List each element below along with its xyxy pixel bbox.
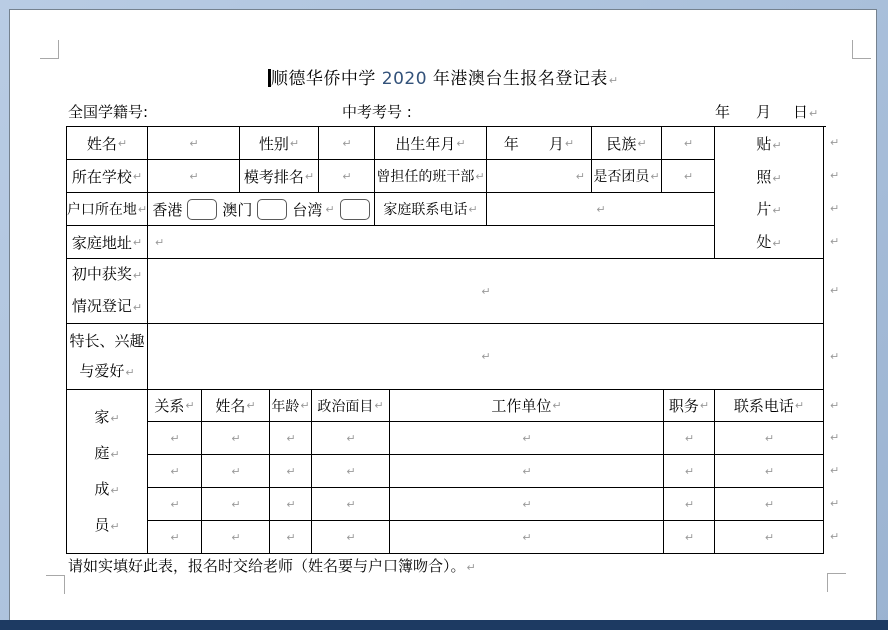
row-end-mark: ↵ [830,350,840,363]
class-cadre-input-cell[interactable] [487,160,592,193]
date-day-label: 日 [793,103,809,121]
cell-mark: ↵ [286,464,296,478]
form-title-part2: 年港澳台生报名登记表 [427,69,608,89]
cell-mark: ↵ [684,530,695,544]
name-label: 姓名 ↵ [67,127,148,160]
cell-mark: ↵ [481,284,491,298]
hobby-label-line2: 与爱好↵ [79,361,135,380]
family-relation-cell[interactable] [148,422,202,455]
family-politics-cell[interactable] [312,521,390,554]
cell-mark: ↵ [231,497,241,511]
birth-year-label: 年 [503,134,519,153]
macau-label: 澳门 [222,200,253,219]
crop-mark-top-left [40,40,59,59]
hobby-input-area[interactable] [148,324,824,390]
photo-char-3: 片↵ [756,200,782,219]
cell-mark: ↵ [286,530,296,544]
row-end-mark: ↵ [830,235,840,248]
school-input-cell[interactable] [148,160,240,193]
row-end-mark: ↵ [830,399,840,412]
family-age-cell[interactable] [270,422,312,455]
meta-line [10,101,876,119]
league-label: 是否团员 ↵ [592,160,662,193]
family-workplace-cell[interactable] [390,488,664,521]
photo-area [715,127,824,259]
league-input-cell[interactable] [662,160,715,193]
family-members-label [67,390,148,554]
cell-mark: ↵ [170,530,180,544]
cell-mark: ↵ [522,464,532,478]
cell-mark: ↵ [289,136,300,150]
national-id-label: 全国学籍号: [68,103,149,121]
form-title [10,64,876,89]
cell-mark: ↵ [374,399,384,412]
taiwan-label: 台湾 [292,200,323,219]
family-age-cell[interactable] [270,455,312,488]
birth-month-label: 月 [548,134,564,153]
family-header-age: 年龄 ↵ [270,390,312,422]
cell-mark: ↵ [346,431,356,445]
family-phone-cell[interactable] [715,521,824,554]
cell-mark: ↵ [637,136,647,150]
cell-mark: ↵ [231,464,241,478]
cell-mark: ↵ [764,530,775,544]
cell-mark: ↵ [246,399,256,412]
awards-label-line2: 情况登记↵ [71,297,143,315]
family-header-workplace: 工作单位 ↵ [390,390,664,422]
family-header-name: 姓名 ↵ [202,390,270,422]
hobby-label [67,324,148,390]
registration-table [66,126,826,554]
cell-mark: ↵ [170,431,180,445]
cell-mark: ↵ [683,169,694,183]
table-middle-section [66,259,826,390]
ethnicity-input-cell[interactable] [662,127,715,160]
cell-mark: ↵ [575,169,585,183]
family-relation-cell[interactable] [148,488,202,521]
cell-mark: ↵ [522,530,532,544]
row-end-mark: ↵ [830,202,840,215]
cell-mark: ↵ [231,431,241,445]
awards-label [67,259,148,324]
family-politics-cell[interactable] [312,488,390,521]
cell-mark: ↵ [132,169,143,183]
family-age-cell[interactable] [270,488,312,521]
family-phone-input-cell[interactable] [487,193,715,226]
family-politics-cell[interactable] [312,455,390,488]
mock-rank-input-cell[interactable] [319,160,375,193]
cell-mark: ↵ [522,497,532,511]
form-title-part1: 顺德华侨中学 [270,69,382,89]
family-header-relation: 关系 ↵ [148,390,202,422]
family-char-3: 成↵ [94,479,120,498]
cell-mark: ↵ [596,202,606,216]
cell-mark: ↵ [522,431,532,445]
family-phone-cell[interactable] [715,455,824,488]
ethnicity-label: 民族 ↵ [592,127,662,160]
family-name-cell[interactable] [202,422,270,455]
cell-mark: ↵ [155,235,165,249]
cell-mark: ↵ [764,497,775,511]
paragraph-mark: ↵ [608,74,619,87]
photo-char-2: 照↵ [756,167,782,186]
date-month-label: 月 [756,103,772,121]
family-header-position: 职务 ↵ [664,390,715,422]
school-label: 所在学校 ↵ [67,160,148,193]
paragraph-mark: ↵ [466,561,476,574]
cell-mark: ↵ [456,136,466,150]
window-bottom-bar [0,620,888,630]
residence-options-cell [148,193,375,226]
cell-mark: ↵ [699,399,710,412]
address-label: 家庭地址 ↵ [67,226,148,259]
checkbox-hongkong[interactable] [187,199,217,220]
name-input-cell[interactable] [148,127,240,160]
checkbox-macau[interactable] [257,199,287,220]
class-cadre-label: 曾担任的班干部 ↵ [375,160,487,193]
cell-mark: ↵ [468,202,478,216]
date-year-label: 年 [715,103,731,121]
cell-mark: ↵ [170,497,180,511]
family-name-cell[interactable] [202,455,270,488]
birth-label: 出生年月 ↵ [375,127,487,160]
family-members-section [66,390,826,554]
cell-mark: ↵ [346,464,356,478]
paragraph-mark: ↵ [809,107,819,120]
cell-mark: ↵ [185,399,195,412]
cell-mark: ↵ [300,399,310,412]
birth-year-month-cell[interactable] [487,127,592,160]
family-position-cell[interactable] [664,488,715,521]
family-workplace-cell[interactable] [390,422,664,455]
cell-mark: ↵ [764,431,775,445]
cell-mark: ↵ [170,464,180,478]
gender-label: 性别 ↵ [240,127,319,160]
cell-mark: ↵ [650,169,660,183]
note-text: 请如实填好此表，报名时交给老师（姓名要与户口簿吻合）。↵ [68,557,476,575]
row-end-mark: ↵ [830,464,840,477]
cell-mark: ↵ [286,431,296,445]
cell-mark: ↵ [132,235,143,249]
family-relation-cell[interactable] [148,521,202,554]
cell-mark: ↵ [475,169,485,183]
family-workplace-cell[interactable] [390,521,664,554]
awards-input-area[interactable] [148,259,824,324]
family-header-phone: 联系电话 ↵ [715,390,824,422]
cell-mark: ↵ [794,399,805,412]
family-char-2: 庭↵ [94,443,120,462]
row-end-mark: ↵ [830,497,840,510]
family-char-4: 员↵ [94,515,120,534]
family-position-cell[interactable] [664,455,715,488]
family-relation-cell[interactable] [148,455,202,488]
cell-mark: ↵ [325,202,335,216]
cell-mark: ↵ [552,399,562,412]
residence-label: 户口所在地 ↵ [67,193,148,226]
family-phone-label: 家庭联系电话 ↵ [375,193,487,226]
family-name-cell[interactable] [202,488,270,521]
cell-mark: ↵ [684,497,695,511]
cell-mark: ↵ [231,530,241,544]
family-age-cell[interactable] [270,521,312,554]
family-header-politics: 政治面目 ↵ [312,390,390,422]
cell-mark: ↵ [137,202,148,216]
cell-mark: ↵ [286,497,296,511]
checkbox-taiwan[interactable] [340,199,370,220]
document-page [9,9,877,621]
family-politics-cell[interactable] [312,422,390,455]
family-position-cell[interactable] [664,422,715,455]
awards-label-line1: 初中获奖↵ [71,265,143,283]
crop-mark-bottom-left [46,575,65,594]
row-end-mark: ↵ [830,530,840,543]
crop-mark-top-right [852,40,871,59]
cell-mark: ↵ [684,431,695,445]
family-workplace-cell[interactable] [390,455,664,488]
cell-mark: ↵ [189,136,199,150]
cell-mark: ↵ [189,169,199,183]
cell-mark: ↵ [346,497,356,511]
cell-mark: ↵ [304,169,315,183]
address-input-cell[interactable] [148,226,715,259]
cell-mark: ↵ [764,464,775,478]
cell-mark: ↵ [564,136,575,150]
row-end-mark: ↵ [830,431,840,444]
photo-char-4: 处↵ [756,233,782,252]
form-title-year: 2020 [381,69,428,89]
hk-label: 香港 [152,200,183,219]
row-end-mark: ↵ [830,284,840,297]
cell-mark: ↵ [684,464,695,478]
cell-mark: ↵ [342,136,352,150]
family-phone-cell[interactable] [715,422,824,455]
hobby-label-line1: 特长、兴趣 [69,331,145,350]
cell-mark: ↵ [346,530,356,544]
date-labels [715,101,818,122]
family-name-cell[interactable] [202,521,270,554]
row-end-mark: ↵ [830,169,840,182]
family-phone-cell[interactable] [715,488,824,521]
cell-mark: ↵ [481,350,491,363]
exam-no-label: 中考考号 : [342,103,412,121]
gender-input-cell[interactable] [319,127,375,160]
table-top-section [66,126,826,259]
cell-mark: ↵ [117,136,128,150]
cell-mark: ↵ [342,169,352,183]
crop-mark-bottom-right [827,573,846,592]
mock-rank-label: 模考排名 ↵ [240,160,319,193]
family-char-1: 家↵ [94,407,120,426]
family-position-cell[interactable] [664,521,715,554]
photo-char-1: 贴↵ [756,134,782,153]
row-end-mark: ↵ [830,136,840,149]
cell-mark: ↵ [683,136,694,150]
